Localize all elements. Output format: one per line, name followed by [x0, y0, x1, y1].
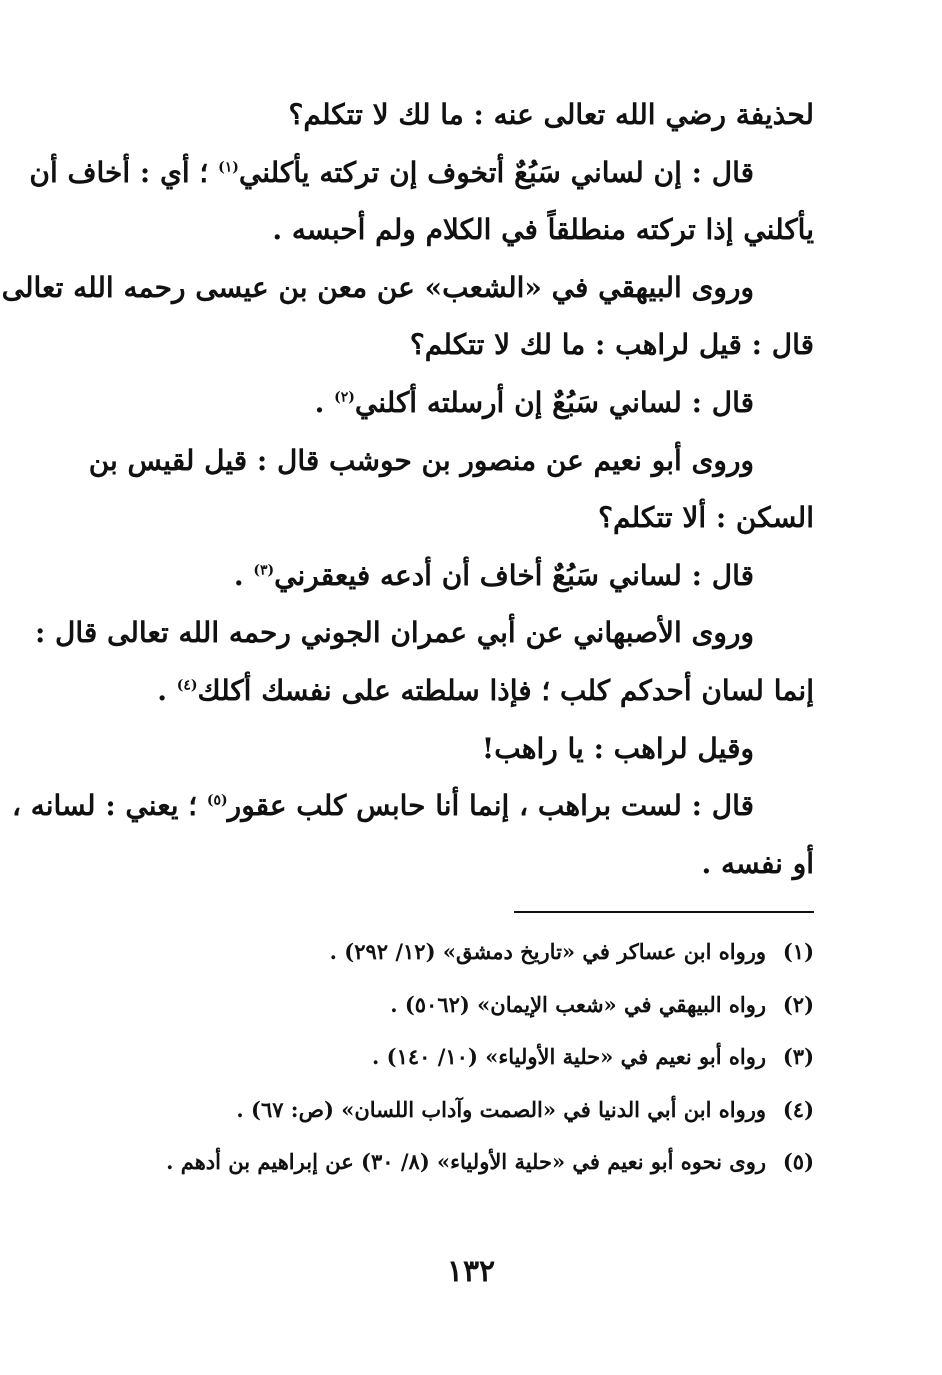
footnote-text: ورواه ابن أبي الدنيا في «الصمت وآداب اللسان» (ص: ٦٧) . — [236, 1096, 766, 1122]
footnote-number: (٥) — [782, 1149, 814, 1174]
footnote-text: رواه البيهقي في «شعب الإيمان» (٥٠٦٢) . — [390, 991, 766, 1017]
text-line-6 — [102, 374, 814, 432]
main-text — [1, 86, 814, 892]
line-text-continued: . — [314, 385, 335, 419]
line-text: السكن : ألا تتكلم؟ — [598, 501, 814, 535]
line-text: وروى أبو نعيم عن منصور بن حوشب قال : قيل لقيس بن — [88, 443, 754, 477]
footnote-number: (١) — [782, 939, 814, 964]
line-text: لحذيفة رضي الله تعالى عنه : ما لك لا تتكلم؟ — [288, 98, 814, 131]
text-line-5 — [102, 316, 814, 374]
text-line-3 — [102, 201, 814, 259]
text-line-2 — [29, 144, 814, 202]
line-text-continued: . — [233, 558, 254, 592]
text-line-13 — [11, 777, 814, 835]
text-line-7 — [88, 432, 814, 490]
text-line-11 — [102, 662, 814, 720]
text-line-4 — [1, 259, 814, 317]
line-text: قال : إن لساني سَبُعٌ أتخوف إن تركته يأكلني — [238, 155, 754, 189]
line-text-continued: ؛ أي : أخاف أن — [29, 155, 219, 189]
line-text: وقيل لراهب : يا راهب! — [481, 731, 754, 765]
footnote-number: (٢) — [782, 991, 814, 1017]
footnote-text: ورواه ابن عساكر في «تاريخ دمشق» (١٢/ ٢٩٢) . — [329, 939, 766, 964]
footnote-text: رواه أبو نعيم في «حلية الأولياء» (١٠/ ١٤٠) . — [372, 1044, 766, 1069]
footnote-4 — [102, 1084, 814, 1137]
text-line-10 — [34, 604, 814, 662]
footnote-5 — [102, 1136, 814, 1189]
text-line-12 — [102, 720, 814, 778]
footnote-1 — [102, 926, 814, 979]
footnote-ref-3: (٣) — [253, 562, 275, 579]
footnote-divider — [514, 911, 814, 913]
line-text: وروى البيهقي في «الشعب» عن معن بن عيسى رحمه الله تعالى — [1, 270, 754, 304]
line-text: يأكلني إذا تركته منطلقاً في الكلام ولم أحبسه . — [272, 213, 814, 247]
line-text: إنما لسان أحدكم كلب ؛ فإذا سلطته على نفسك أكلك — [197, 673, 814, 707]
line-text: وروى الأصبهاني عن أبي عمران الجوني رحمه الله تعالى قال : — [34, 616, 754, 650]
line-text: قال : لساني سَبُعٌ أخاف أن أدعه فيعقرني — [274, 558, 754, 592]
footnote-ref-5: (٥) — [206, 792, 228, 809]
footnote-2 — [102, 979, 814, 1032]
line-text: قال : لست براهب ، إنما أنا حابس كلب عقور — [227, 789, 754, 823]
text-line-9 — [102, 547, 814, 605]
footnote-number: (٣) — [782, 1044, 814, 1069]
footnote-3 — [102, 1031, 814, 1084]
line-text: قال : قيل لراهب : ما لك لا تتكلم؟ — [409, 328, 814, 362]
text-line-1 — [102, 86, 814, 144]
footnote-number: (٤) — [782, 1096, 814, 1122]
line-text-continued: . — [157, 673, 177, 707]
footnote-ref-2: (٢) — [334, 389, 355, 406]
text-line-14 — [102, 835, 814, 893]
footnote-text: روى نحوه أبو نعيم في «حلية الأولياء» (٨/ ٣٠) عن إبراهيم بن أدهم . — [166, 1149, 766, 1174]
line-text: قال : لساني سَبُعٌ إن أرسلته أكلني — [354, 385, 754, 419]
footnote-ref-1: (١) — [218, 159, 239, 176]
footnotes — [102, 926, 814, 1189]
page-number: ١٣٢ — [446, 1254, 496, 1289]
line-text-continued: ؛ يعني : لسانه ، — [11, 789, 207, 823]
text-line-8 — [102, 489, 814, 547]
line-text: أو نفسه . — [701, 846, 814, 880]
footnote-ref-4: (٤) — [176, 677, 198, 694]
